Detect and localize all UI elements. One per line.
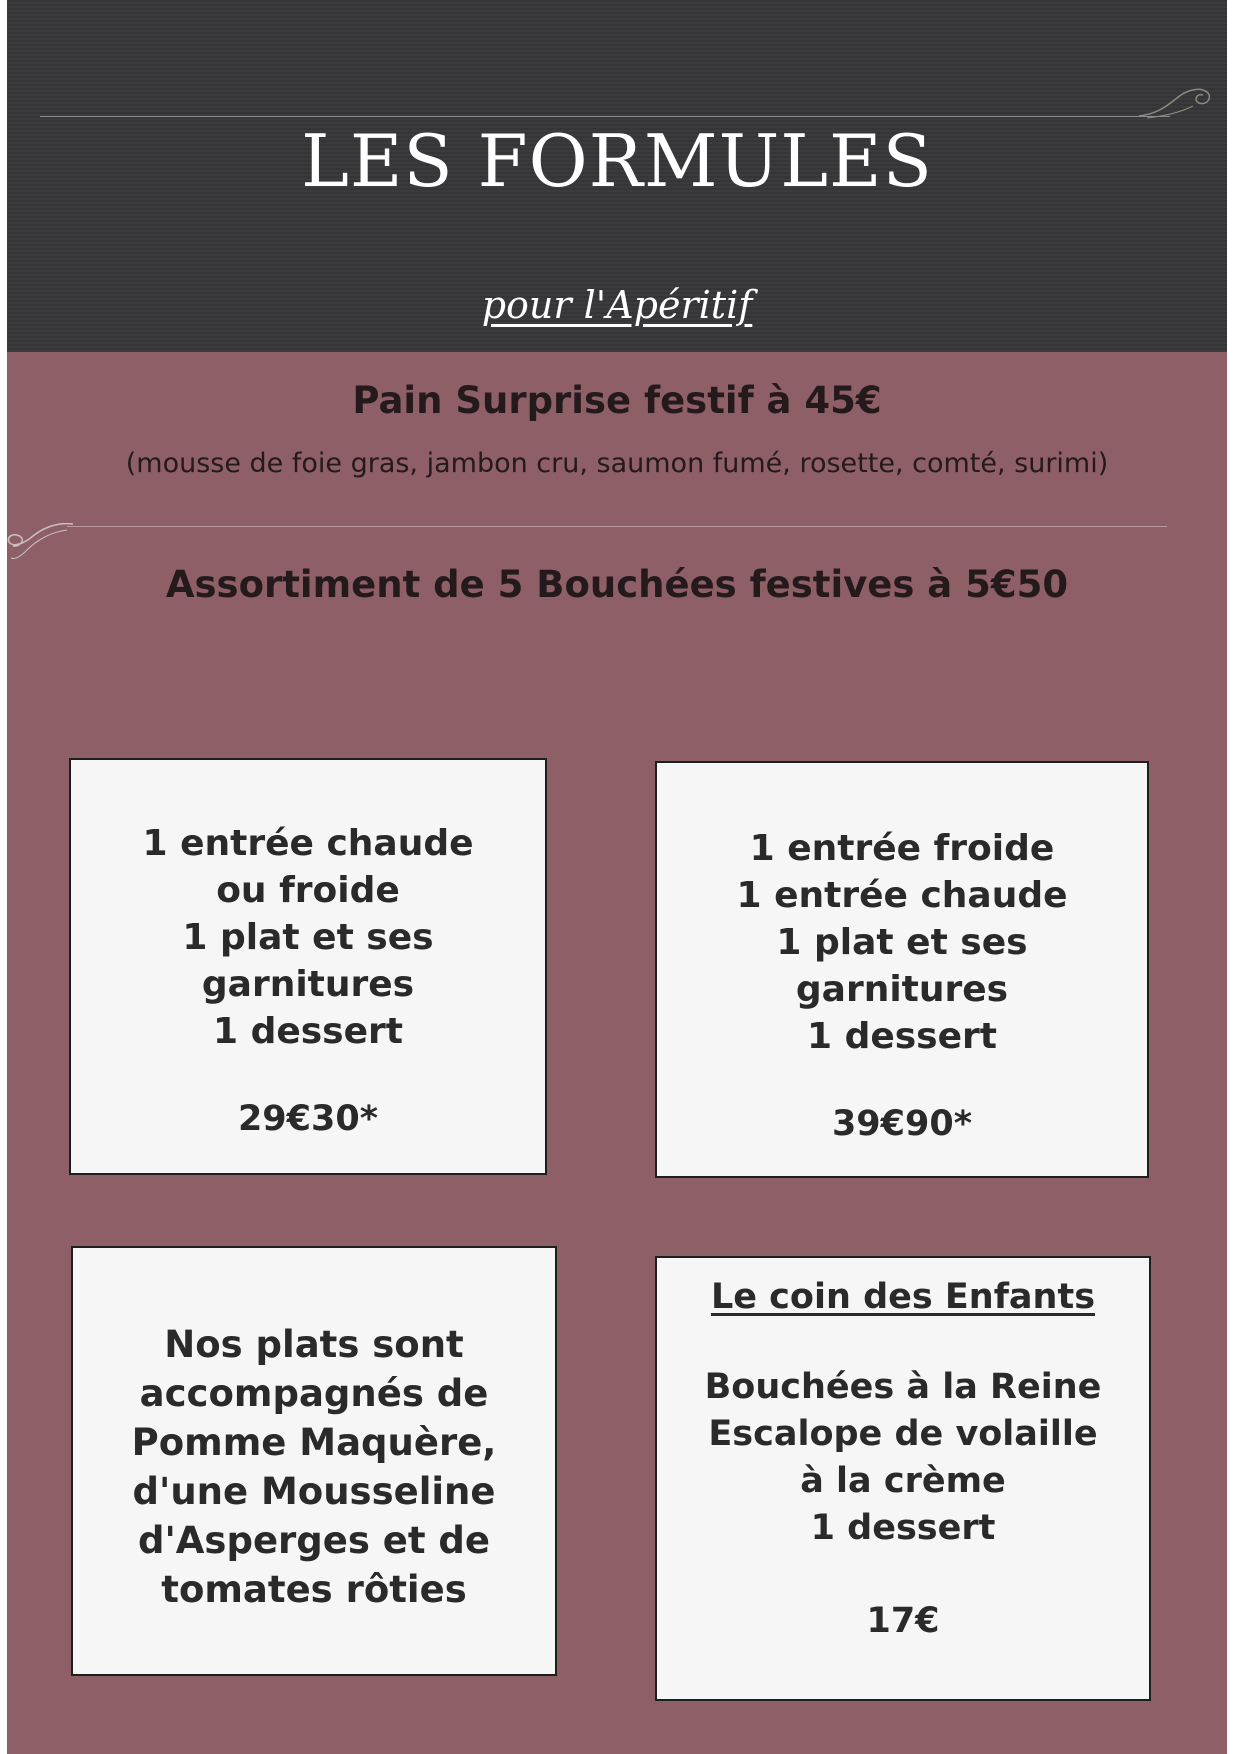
sides-line: Pomme Maquère, [131,1421,497,1464]
formula-2-line: garnitures [795,969,1009,1010]
formula-2-line: 1 plat et ses [776,922,1028,963]
formula-1-price: 29€30* [237,1099,379,1139]
kids-line: à la crème [800,1461,1006,1501]
formula-2-line: 1 entrée froide [749,828,1055,869]
sides-line: d'une Mousseline [132,1470,496,1513]
sides-line: Nos plats sont [164,1323,464,1366]
formula-1-contents [71,820,545,1055]
kids-line: Escalope de volaille [708,1414,1098,1454]
formula-2-contents [657,825,1147,1060]
header-band [7,0,1227,352]
formula-2-price: 39€90* [831,1104,973,1144]
formula-2-line: 1 entrée chaude [736,875,1068,916]
section-divider [67,526,1167,527]
sides-line: d'Asperges et de [137,1519,491,1562]
sides-line: tomates rôties [161,1568,467,1611]
kids-line: 1 dessert [810,1508,996,1548]
bread-offer-description: (mousse de foie gras, jambon cru, saumon fumé, rosette, comté, surimi) [125,448,1109,479]
kids-price: 17€ [866,1601,940,1641]
formula-card-1 [69,758,547,1175]
formula-1-line: garnitures [201,964,415,1005]
formula-1-line: 1 entrée chaude [142,823,474,864]
kids-contents [657,1364,1149,1552]
formula-1-line: 1 dessert [212,1011,403,1052]
kids-menu-title: Le coin des Enfants [710,1277,1096,1317]
header-divider [40,116,1170,117]
formula-1-line: 1 plat et ses [182,917,434,958]
formula-card-2 [655,761,1149,1178]
kids-line: Bouchées à la Reine [704,1367,1102,1407]
sides-card [71,1246,557,1676]
flourish-ornament-top-right [1137,76,1217,121]
formula-2-line: 1 dessert [806,1016,997,1057]
sides-line: accompagnés de [139,1372,489,1415]
menu-page [7,0,1227,1754]
page-subtitle: pour l'Apéritif [481,283,753,327]
kids-card [655,1256,1151,1701]
bread-offer-title: Pain Surprise festif à 45€ [352,379,882,422]
page-title: LES FORMULES [301,119,933,203]
sides-contents [73,1320,555,1614]
formula-1-line: ou froide [216,870,400,911]
bites-offer: Assortiment de 5 Bouchées festives à 5€50 [165,563,1069,606]
flourish-ornament-left [7,516,77,566]
